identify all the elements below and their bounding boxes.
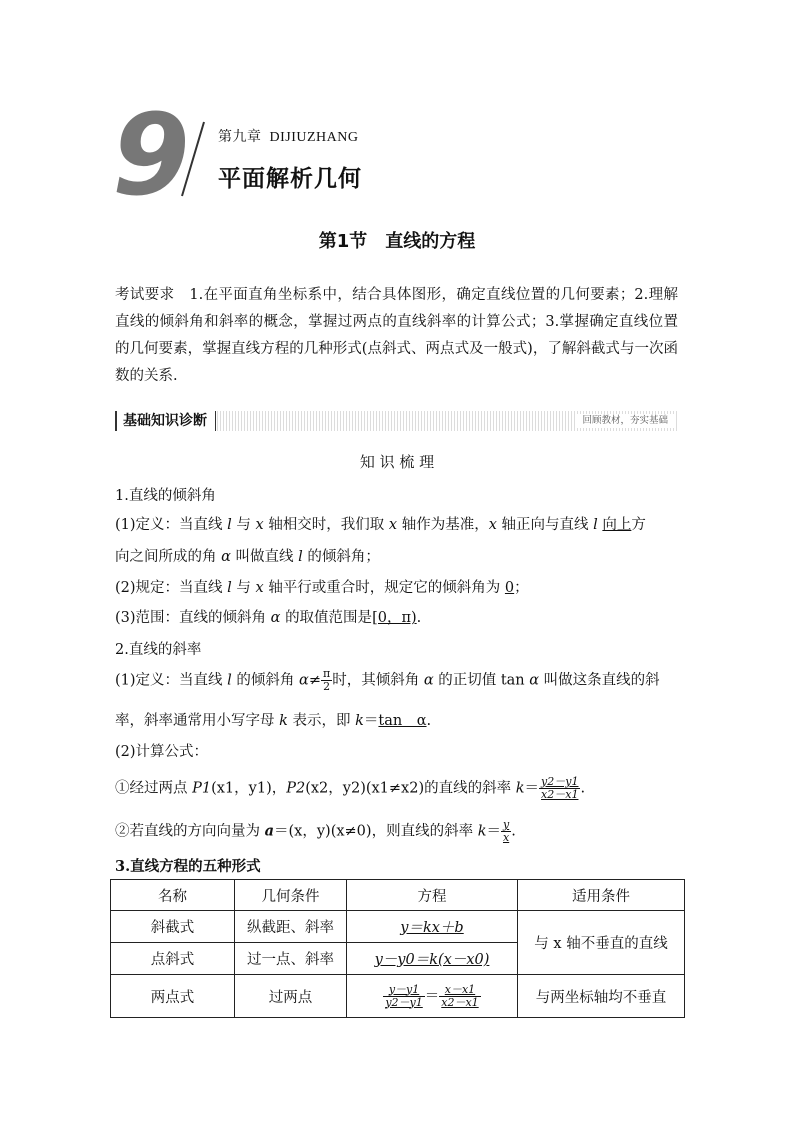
banner-label: 基础知识诊断 xyxy=(115,411,216,431)
chapter-label: 第九章 xyxy=(218,130,262,145)
table-header-row xyxy=(111,880,685,911)
table-row: 斜截式 纵截距、斜率 y＝kx＋b 与 x 轴不垂直的直线 xyxy=(111,911,685,943)
s2-definition-line2: 率，斜率通常用小写字母 k 表示，即 k＝tan α. xyxy=(115,713,432,729)
s1-rule: (2)规定：当直线 l 与 x 轴平行或重合时，规定它的倾斜角为 0； xyxy=(115,580,529,596)
blank-tan: tan α xyxy=(378,713,427,729)
requirements-label: 考试要求 xyxy=(115,287,175,303)
col-condition: 几何条件 xyxy=(235,880,347,911)
blank-zero: 0 xyxy=(504,580,515,596)
s2-formula-two-points: ①经过两点 P1(x1，y1)，P2(x2，y2)(x1≠x2)的直线的斜率 k＝ $\frac{y2-y1}{x2-x1}$ . xyxy=(115,775,586,801)
col-equation: 方程 xyxy=(347,880,518,911)
chapter-label-row xyxy=(218,126,359,146)
section-title: 第1节 直线的方程 xyxy=(318,231,476,252)
table-row: 点斜式 过一点、斜率 y－y0＝k(x－x0) xyxy=(111,943,685,975)
s1-range: (3)范围：直线的倾斜角 α 的取值范围是[0，π). xyxy=(115,610,422,626)
section-banner xyxy=(115,411,678,431)
col-applies: 适用条件 xyxy=(518,880,685,911)
table-row: 两点式 过两点 $\frac{y-y1}{y2-y1}$ ＝ $\frac{x-x1}{x2-x1}$ 与两坐标轴均不垂直 xyxy=(111,975,685,1018)
chapter-pinyin: DIJIUZHANG xyxy=(269,130,359,145)
s2-formula-direction-vector: ②若直线的方向向量为 a＝(x，y)(x≠0)，则直线的斜率 k＝ $\frac{y}{x}$ . xyxy=(115,818,516,844)
s2-heading: 2.直线的斜率 xyxy=(115,642,202,658)
banner-right-text: 回顾教材，夯实基础 xyxy=(576,414,674,428)
s2-calc-label: (2)计算公式： xyxy=(115,744,209,760)
merged-applies-cell: 与 x 轴不垂直的直线 xyxy=(518,911,685,975)
s3-heading: 3.直线方程的五种形式 xyxy=(115,858,261,875)
two-point-right-fraction: $\frac{x-x1}{x2-x1}$ xyxy=(441,982,479,1009)
blank-upward: 向上 xyxy=(602,517,632,533)
line-equation-forms-table xyxy=(110,879,685,1018)
slope-two-points-fraction: $\frac{y2-y1}{x2-x1}$ xyxy=(541,775,579,801)
exam-requirements xyxy=(115,282,678,390)
requirements-text: 1.在平面直角坐标系中，结合具体图形，确定直线位置的几何要素；2.理解直线的倾斜角和斜率的概念，掌握过两点的直线斜率的计算公式；3.掌握确定直线位置的几何要素，掌握直线方程的几种形式(点斜式、两点式及一般式)，了解斜截式与一次函数的关系. xyxy=(115,287,679,384)
s2-definition-line1: (1)定义：当直线 l 的倾斜角 α≠ $\frac{\pi}{2}$ 时，其倾斜角 α 的正切值 tan α 叫做这条直线的斜 xyxy=(115,667,660,693)
blank-range: [0，π) xyxy=(372,610,417,626)
knowledge-heading: 知 识 梳 理 xyxy=(359,453,435,471)
slope-vector-fraction: $\frac{y}{x}$ xyxy=(502,818,510,844)
s1-heading: 1.直线的倾斜角 xyxy=(115,488,216,504)
col-name: 名称 xyxy=(111,880,235,911)
pi-over-2-fraction: $\frac{\pi}{2}$ xyxy=(322,667,331,693)
chapter-title: 平面解析几何 xyxy=(218,166,362,192)
chapter-number: 9 xyxy=(112,108,190,198)
s1-definition-line2: 向之间所成的角 α 叫做直线 l 的倾斜角； xyxy=(115,549,380,565)
two-point-left-fraction: $\frac{y-y1}{y2-y1}$ xyxy=(385,982,423,1009)
s1-definition-line1: (1)定义：当直线 l 与 x 轴相交时，我们取 x 轴作为基准，x 轴正向与直线 l 向上方 xyxy=(115,517,646,533)
chapter-number-graphic xyxy=(112,108,212,198)
